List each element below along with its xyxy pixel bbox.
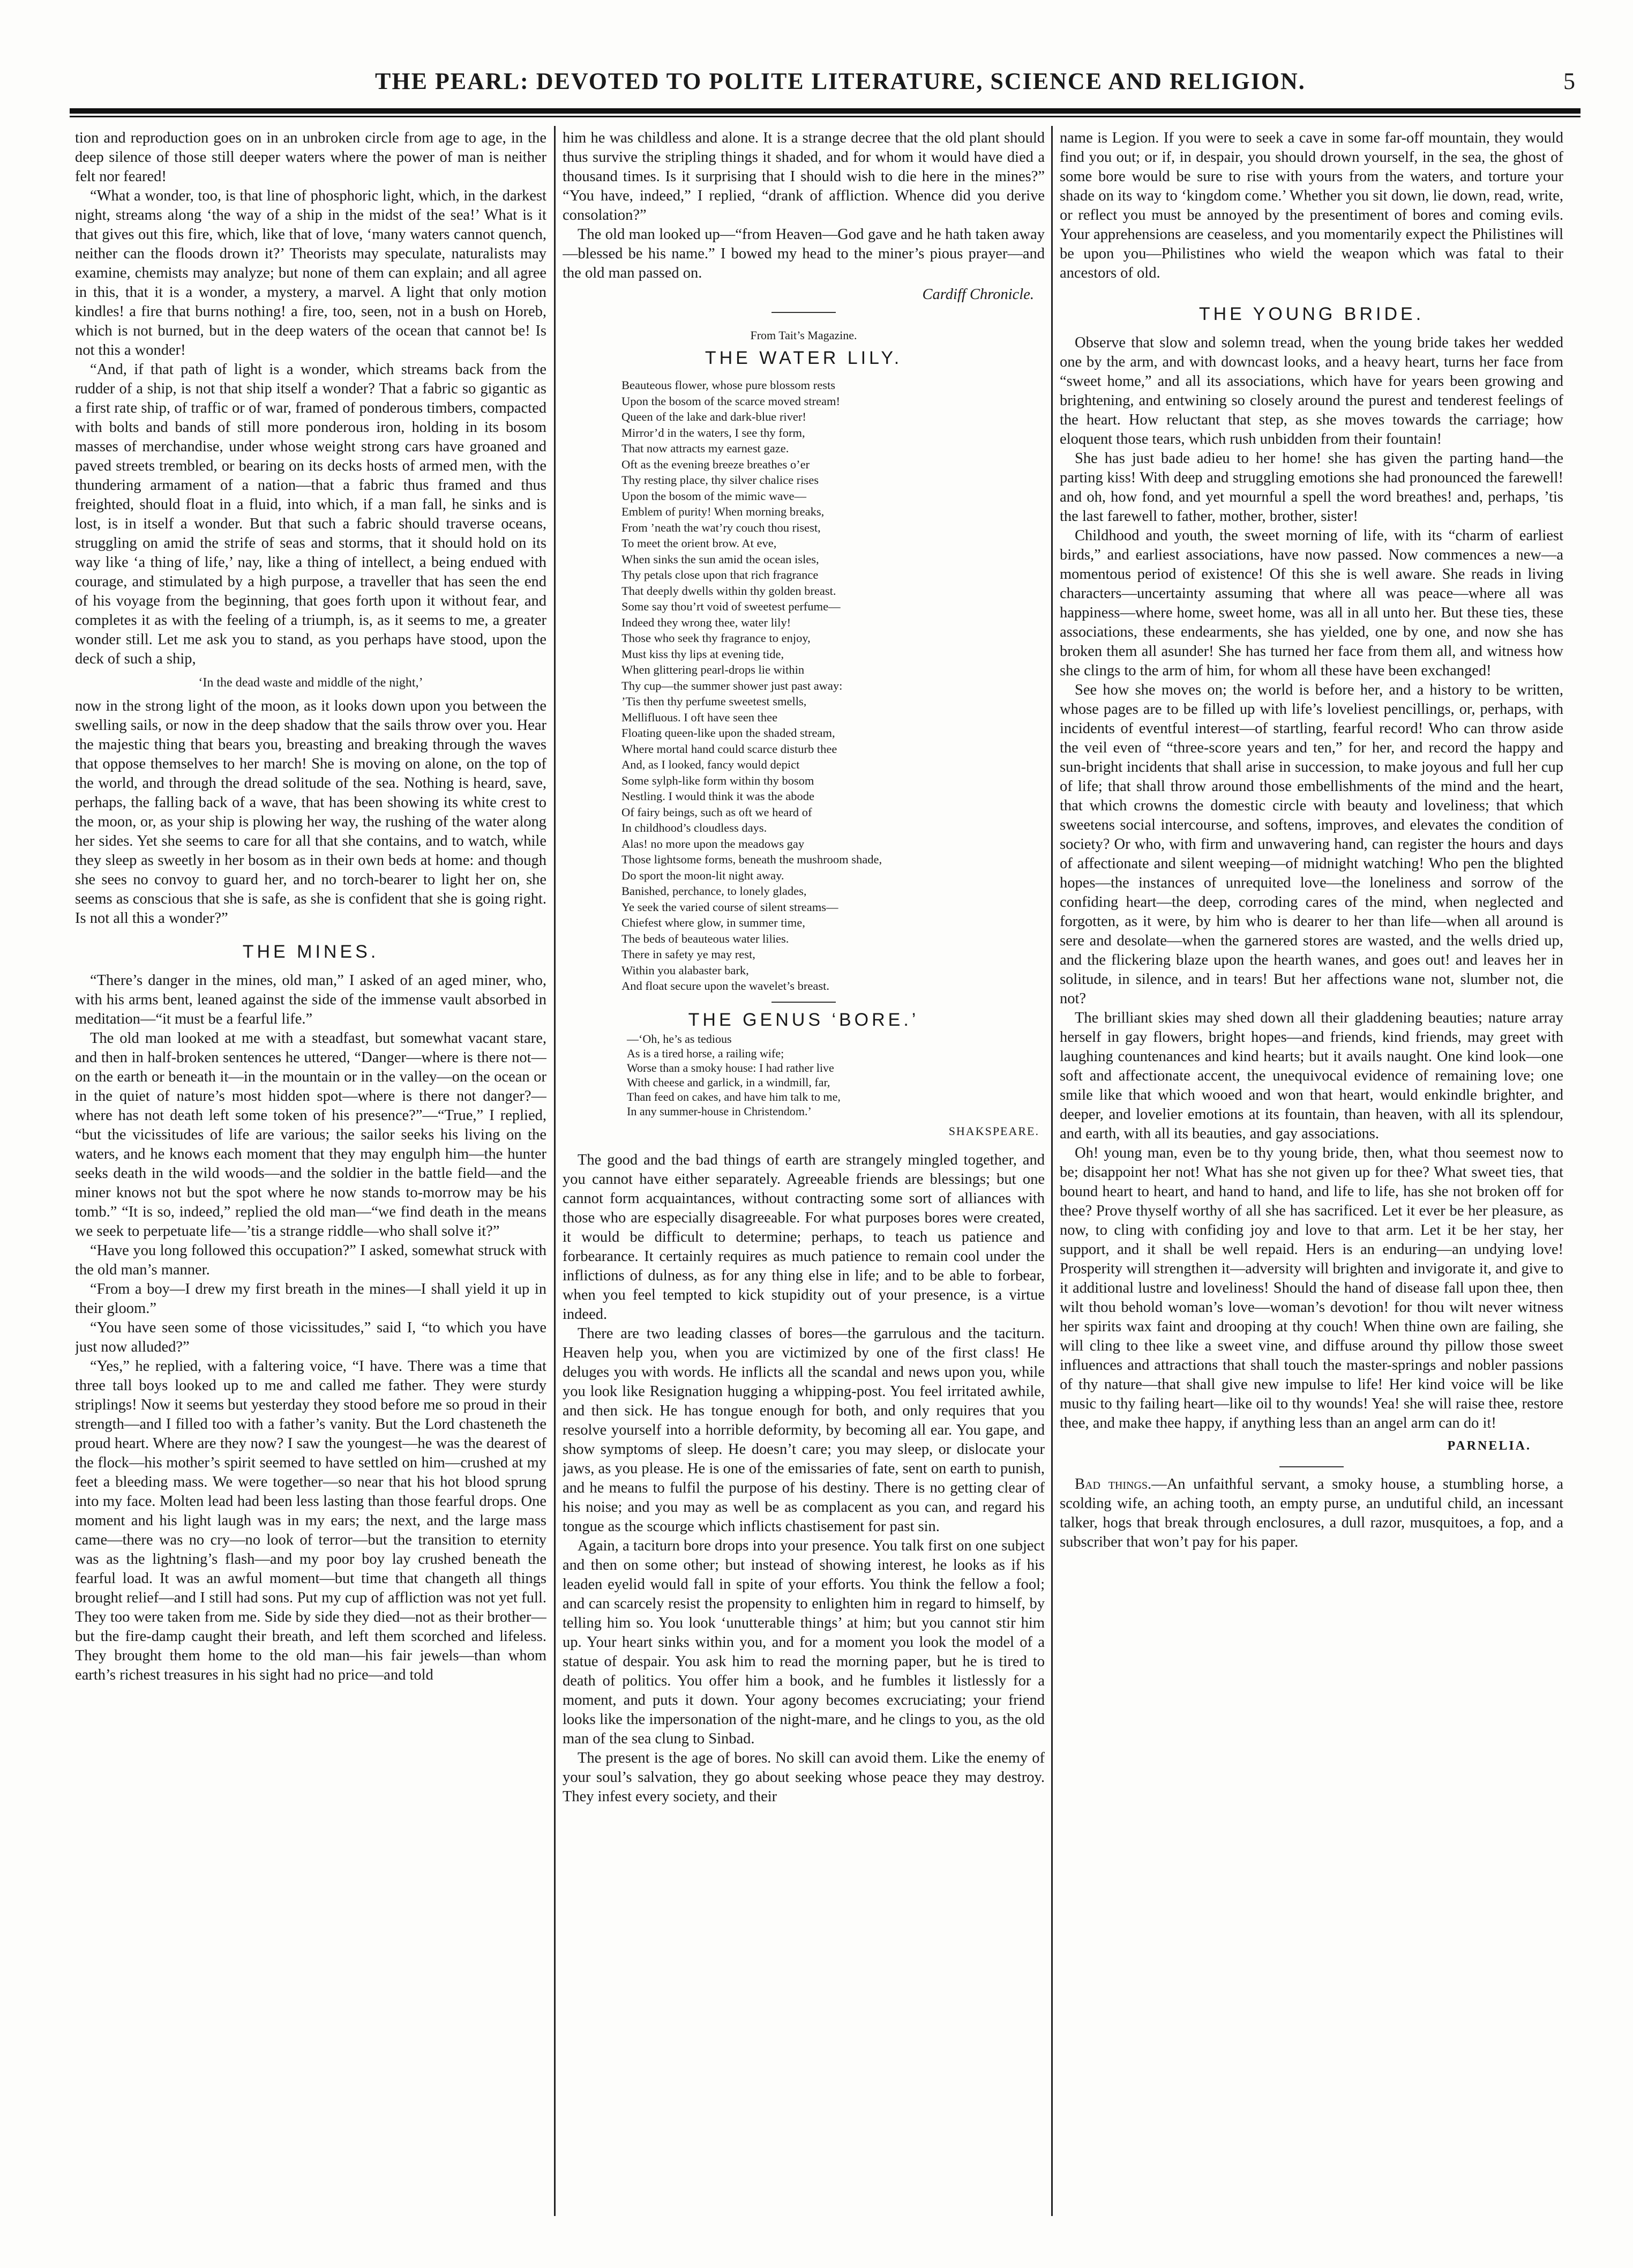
bad-things-text: —An unfaithful servant, a smoky house, a stumbling horse, a scolding wife, an aching tooth, an empty purse, an undutiful child, an incessant talker, hogs that break through enclosures, a dull razor, musquitoes, a fop, and a subscriber that won’t pay for his paper. xyxy=(1060,1476,1563,1550)
poem-line: Must kiss thy lips at evening tide, xyxy=(621,647,784,661)
article-paragraph: The old man looked at me with a steadfast, but somewhat vacant stare, and then in half-broken sentences he uttered, “Danger—where is there not—on the earth or beneath it—in the mountain or in the valley—on the ocean or in the quiet of nature’s most hidden spot—where is there not danger?—where has not death left some token of his presence?”—“True,” I replied, “but the vicissitudes of life are various; the sailor seeks his living on the waters, and he knows each moment that they may engulph him—the hunter seeks death in the wild woods—and the soldier in the battle field—and the miner knows not but the spot where he now stands to-morrow may be his tomb.” “It is so, indeed,” replied the old man—“we find death in the means we seek to perpetuate life—’tis a strange riddle—who shall solve it?” xyxy=(75,1030,546,1240)
article-paragraph: Again, a taciturn bore drops into your presence. You talk first on one subject and then on some other; but instead of showing interest, he looks as if his leaden eyelid would fall in spite of your efforts. You think the fellow a fool; and can scarcely resist the propensity to enlighten him in regard to himself, by telling him so. You look ‘unutterable things’ at him; but you cannot stir him up. Your heart sinks within you, and for a moment you look the model of a statue of despair. You ask him to read the morning paper, but he is tired to death of politics. You offer him a book, and he fumbles it listlessly for a moment, and puts it down. Your agony becomes excruciating; your friend looks like the impersonation of the night-mare, and he clings to you, as the old man of the sea clung to Sinbad. xyxy=(563,1537,1045,1747)
poem-line: The beds of beauteous water lilies. xyxy=(621,931,789,945)
poem-line: ’Tis then thy perfume sweetest smells, xyxy=(621,695,807,708)
column-2 xyxy=(563,129,1045,2229)
poem-source: From Tait’s Magazine. xyxy=(750,329,857,342)
epigraph-line: Than feed on cakes, and have him talk to me, xyxy=(627,1090,841,1103)
poem-line: Alas! no more upon the meadows gay xyxy=(621,837,805,850)
article-paragraph: “And, if that path of light is a wonder, which streams back from the rudder of a ship, is not that ship itself a wonder? That a fabric so gigantic as a first rate ship, of traffic or of war, framed of ponderous timbers, compacted with bolts and bands of still more ponderous iron, holding in its bosom masses of merchandise, under whose weight strong cars have groaned and paved streets trembled, or bearing on its decks hosts of armed men, with the thundering armament of a nation—that a fabric thus framed and thus freighted, should float in a fluid, into which, if a man fall, he sinks and is lost, is in itself a wonder. But that such a fabric should traverse oceans, struggling on amid the strife of seas and storms, that it should hold on its way like ‘a thing of life,’ nay, like a thing of intellect, a being endued with courage, and stimulated by a high purpose, a traveller that has seen the end of his voyage from the beginning, that goes forth upon it without fear, and completes it as with the feeling of a triumph, is, as it seems to me, a greater wonder still. Let me ask you to stand, as you perhaps have stood, upon the deck of such a ship, xyxy=(75,361,546,667)
masthead-title: THE PEARL: DEVOTED TO POLITE LITERATURE, SCIENCE AND RELIGION. xyxy=(375,68,1306,94)
poem-line: Mellifluous. I oft have seen thee xyxy=(621,710,778,724)
poem-line: In childhood’s cloudless days. xyxy=(621,821,767,834)
poem-line: Oft as the evening breeze breathes o’er xyxy=(621,457,810,471)
article-paragraph: “There’s danger in the mines, old man,” I asked of an aged miner, who, with his arms bent, leaned against the side of the immense vault absorbed in meditation—“it must be a fearful life.” xyxy=(75,972,546,1027)
article-paragraph: She has just bade adieu to her home! she has given the parting hand—the parting kiss! With deep and struggling emotions she had pronounced the farewell! and oh, how fond, and yet mournful a spell the word breathes! and, perhaps, ’tis the last farewell to father, mother, brother, sister! xyxy=(1060,450,1563,525)
article-paragraph: The good and the bad things of earth are strangely mingled together, and you cannot have either separately. Agreeable friends are blessings; but one cannot form acquaintances, without contracting some sort of alliances with those who are especially disagreeable. For what purposes bores were created, it would be difficult to determine; perhaps, to teach us patience and forbearance. It certainly requires as much patience to remain cool under the inflictions of dulness, as for any thing else in life; and to be able to forbear, when you feel tempted to kick stupidity out of your presence, is a virtue indeed. xyxy=(563,1151,1045,1323)
article-paragraph: The old man looked up—“from Heaven—God gave and he hath taken away—blessed be his name.” I bowed my head to the miner’s pious prayer—and the old man passed on. xyxy=(563,226,1045,281)
poem-water-lily xyxy=(563,377,1045,994)
article-paragraph: “From a boy—I drew my first breath in the mines—I shall yield it up in their gloom.” xyxy=(75,1281,546,1317)
poem-line: Nestling. I would think it was the abode xyxy=(621,789,814,803)
column-divider xyxy=(1051,126,1053,2216)
poem-line: When glittering pearl-drops lie within xyxy=(621,663,805,676)
inline-quote: ‘In the dead waste and middle of the night,’ xyxy=(198,676,423,690)
article-paragraph: name is Legion. If you were to seek a cave in some far-off mountain, they would find you out; or if, in despair, you should drown yourself, in the sea, the ghost of some bore would be sure to rise with yours from the waters, and torture your shade on its way to ‘kingdom come.’ Whether you sit down, lie down, read, write, or reflect you must be annoyed by the presentiment of bores and coming evils. Your apprehensions are ceaseless, and you momentarily expect the Philistines will be upon you—Philistines who wield the weapon which was fatal to their ancestors of old. xyxy=(1060,130,1563,281)
poem-line: Queen of the lake and dark-blue river! xyxy=(621,410,806,423)
page-header xyxy=(75,63,1575,106)
poem-line: Indeed they wrong thee, water lily! xyxy=(621,615,791,629)
poem-line: From ’neath the wat’ry couch thou risest, xyxy=(621,520,821,534)
article-paragraph: now in the strong light of the moon, as it looks down upon you between the swelling sails, or now in the deep shadow that the sails throw over you. Hear the majestic thing that bears you, breasting and breaking through the waves that oppose themselves to her march! She is moving on alone, on the top of the world, and through the dread solitude of the sea. Nothing is heard, save, perhaps, the falling back of a wave, that has been showing its white crest to the moon, or, as your ship is plowing her way, the rushing of the water along her sides. Yet she seems to care for all that she contains, and to watch, while they sleep as sweetly in her bosom as in their own beds at home: and though she sees no convoy to guard her, and no torch-bearer to light her on, she seems as conscious that she is safe, as she is confident that she is going right. Is not all this a wonder?” xyxy=(75,698,546,927)
poem-line: Thy resting place, thy silver chalice rises xyxy=(621,473,819,487)
article-paragraph: The brilliant skies may shed down all their gladdening beauties; nature array herself in gay flowers, bright hopes—and friends, kind friends, may greet with laughing countenances and kind hearts; but it avails naught. One kind look—one soft and affectionate accent, the unequivocal evidence of remaining love; one smile like that which wooed and won that heart, would enkindle brighter, and deeper, and lovelier emotions at its fountain, than heaven, with all its splendour, and earth, with all its beauties, and gay associations. xyxy=(1060,1010,1563,1142)
column-3 xyxy=(1060,129,1563,2229)
article-paragraph: “Have you long followed this occupation?” I asked, somewhat struck with the old man’s manner. xyxy=(75,1242,546,1278)
column-1 xyxy=(75,129,546,2229)
poem-line: Of fairy beings, such as oft we heard of xyxy=(621,805,812,819)
article-paragraph: Childhood and youth, the sweet morning of life, with its “charm of earliest birds,” and earliest associations, have now passed. Now commences a new—a momentous period of existence! Of this she is well aware. She reads in living characters—uncertainty assuming that where all was peace—where all was happiness—where home, sweet home, was all in all unto her. But these ties, these associations, these endearments, she has yielded, one by one, and now she has broken them all asunder! She has turned her face from them all, and witness how she clings to the arm of him, for whom all these have been exchanged! xyxy=(1060,527,1563,679)
epigraph-line: Worse than a smoky house: I had rather live xyxy=(627,1061,834,1075)
epigraph xyxy=(563,1032,1045,1118)
section-title-genus-bore: THE GENUS ‘BORE.’ xyxy=(688,1009,919,1030)
poem-line: Some sylph-like form within thy bosom xyxy=(621,773,814,787)
poem-line: That deeply dwells within thy golden breast. xyxy=(621,584,836,598)
column-divider xyxy=(554,126,556,2216)
poem-line: Upon the bosom of the mimic wave— xyxy=(621,489,806,503)
lead-in: Bad things. xyxy=(1075,1476,1152,1493)
separator-rule xyxy=(771,1002,836,1003)
epigraph-line: With cheese and garlick, in a windmill, far, xyxy=(627,1075,830,1089)
article-paragraph xyxy=(1060,1475,1563,1552)
article-paragraph: See how she moves on; the world is before her, and a history to be written, whose pages are to be filled up with life’s loveliest pencillings, or, perhaps, with incidents of eventful interest—of startling, fearful record! Who can throw aside the veil even of “three-score years and ten,” for her, and record the happy and sun-bright incidents that shall arise in succession, to make joyous and full her cup of life; that shall throw around those embellishments of the mind and the heart, that which crowns the domestic circle with beauty and loveliness; that which sweetens social intercourse, and softens, improves, and elevates the condition of society? Or who, with firm and unwavering hand, can register the hours and days of affectionate and silent weeping—of midnight watching! Who pen the blighted hopes—the instances of unrequited love—the loneliness and sorrow of the confiding heart—the deep, corroding cares of the mind, when neglected and forgotten, as it were, by him who is dearer to her than life—when all around is sere and desolate—when the garnered stores are wasted, and the wells dried up, and the flickering blaze upon the hearth wanes, and goes out! and leaves her in solitude, in silence, and in tears! But her affections wane not, slumber not, die not? xyxy=(1060,682,1563,1007)
poem-line: To meet the orient brow. At eve, xyxy=(621,536,777,550)
section-title-mines: THE MINES. xyxy=(242,942,379,962)
poem-line: Banished, perchance, to lonely glades, xyxy=(621,884,807,898)
poem-line: Those who seek thy fragrance to enjoy, xyxy=(621,631,811,645)
poem-line: And, as I looked, fancy would depict xyxy=(621,758,800,771)
poem-line: Where mortal hand could scarce disturb thee xyxy=(621,742,837,756)
poem-line: Thy petals close upon that rich fragrance xyxy=(621,568,819,581)
header-rule-thin xyxy=(70,116,1580,117)
poem-line: Mirror’d in the waters, I see thy form, xyxy=(621,426,805,439)
poem-line: When sinks the sun amid the ocean isles, xyxy=(621,552,819,566)
poem-line: And float secure upon the wavelet’s breast. xyxy=(621,979,829,993)
article-paragraph: The present is the age of bores. No skill can avoid them. Like the enemy of your soul’s salvation, they go about seeking whose peace they may destroy. They infest every society, and their xyxy=(563,1749,1045,1805)
article-paragraph: Oh! young man, even be to thy young bride, then, what thou seemest now to be; disappoint her not! What has she not given up for thee? What sweet ties, that bound heart to heart, and hand to hand, and life to life, has she not broken off for thee? Prove thyself worthy of all she has sacrificed. Let it ever be her pleasure, as now, to cling with confiding joy and love to that arm. Let it be her stay, her support, and it shall be well repaid. Hers is an enduring—an undying love! Prosperity will strengthen it—adversity will brighten and invigorate it, and give to it additional lustre and loveliness! Should the hand of disease fall upon thee, then wilt thou behold woman’s love—woman’s devotion! for thou wilt never witness her spirits wax faint and drooping at thy couch! When thine own are failing, she will cling to thee like a sweet vine, and diffuse around thy pillow those sweet influences and attractions that shall touch the master-springs and nobler passions of thy nature—that shall give new impulse to life! Her kind voice will be like music to thy failing heart—like oil to thy wounds! Yea! she will raise thee, restore thee, and make thee happy, if anything less than an angel arm can do it! xyxy=(1060,1145,1563,1431)
article-paragraph: tion and reproduction goes on in an unbroken circle from age to age, in the deep silence of those still deeper waters where the power of man is neither felt nor feared! xyxy=(75,130,546,185)
poem-line: Ye seek the varied course of silent streams— xyxy=(621,900,838,914)
poem-line: Chiefest where glow, in summer time, xyxy=(621,916,805,929)
section-title-young-bride: THE YOUNG BRIDE. xyxy=(1198,304,1425,324)
poem-line: There in safety ye may rest, xyxy=(621,948,755,961)
poem-line: Emblem of purity! When morning breaks, xyxy=(621,505,825,518)
article-paragraph: Observe that slow and solemn tread, when the young bride takes her wedded one by the arm, and with downcast looks, and a heavy heart, turns her face from “sweet home,” and all its associations, which have for years been growing and brightening, and entwining so closely around the purest and tenderest feelings of the heart. How reluctant that step, as she moves towards the carriage; how eloquent those tears, which rush unbidden from their fountain! xyxy=(1060,334,1563,447)
epigraph-line: In any summer-house in Christendom.’ xyxy=(627,1104,812,1118)
poem-line: Do sport the moon-lit night away. xyxy=(621,868,784,882)
author-signature: PARNELIA. xyxy=(1447,1439,1531,1453)
separator-rule xyxy=(1279,1466,1344,1467)
poem-line: That now attracts my earnest gaze. xyxy=(621,442,789,455)
poem-line: Floating queen-like upon the shaded stream, xyxy=(621,726,835,740)
header-rule-thick xyxy=(70,108,1580,114)
article-paragraph: “You have seen some of those vicissitudes,” said I, “to which you have just now alluded?” xyxy=(75,1319,546,1355)
poem-line: Within you alabaster bark, xyxy=(621,963,749,977)
poem-line: Some say thou’rt void of sweetest perfume— xyxy=(621,600,841,613)
separator-rule xyxy=(771,312,836,313)
poem-line: Upon the bosom of the scarce moved stream! xyxy=(621,394,840,408)
poem-line: Those lightsome forms, beneath the mushroom shade, xyxy=(621,853,882,866)
article-paragraph: “What a wonder, too, is that line of phosphoric light, which, in the darkest night, streams along ‘the way of a ship in the midst of the sea!’ What is it that gives out this fire, which, like that of love, ‘many waters cannot quench, neither can the floods drown it?’ Theorists may speculate, naturalists may examine, chemists may analyze; but none of them can explain; and all agree in this, that it is a wonder, a mystery, a marvel. A light that only motion kindles! a fire that burns nothing! a fire, too, seen, not in a bush on Horeb, which is not burned, but in the deep waters of the ocean that cannot be! Is not this a wonder! xyxy=(75,188,546,359)
article-paragraph: There are two leading classes of bores—the garrulous and the taciturn. Heaven help you, when you are victimized by one of the first class! He deluges you with words. He inflicts all the scandal and news upon you, while you look like Resignation hugging a whipping-post. You feel irritated awhile, and then sick. He has tongue enough for both, and only requires that you resolve yourself into a horrible deformity, by becoming all ear. You gape, and show symptoms of sleep. He doesn’t care; you may sleep, or dislocate your jaws, as you please. He is one of the emissaries of fate, sent on earth to punish, and he means to fulfil the purpose of his destiny. There is no getting clear of his noise; and you may as well be as complacent as you can, and regard his tongue as the scourge which inflicts chastisement for past sin. xyxy=(563,1325,1045,1535)
epigraph-line: As is a tired horse, a railing wife; xyxy=(627,1046,784,1060)
article-paragraph: him he was childless and alone. It is a strange decree that the old plant should thus survive the stripling things it shaded, and for whom it would have died a thousand times. Is it surprising that I should wish to die here in the mines?” “You have, indeed,” I replied, “drank of affliction. Whence did you derive consolation?” xyxy=(563,130,1045,223)
epigraph-attribution: SHAKSPEARE. xyxy=(948,1124,1039,1138)
section-title-water-lily: THE WATER LILY. xyxy=(705,348,903,368)
article-paragraph: “Yes,” he replied, with a faltering voice, “I have. There was a time that three tall boys looked up to me and called me father. They were sturdy striplings! Now it seems but yesterday they stood before me so proud in their strength—and I filled too with a father’s vanity. But the Lord chasteneth the proud heart. Where are they now? I saw the youngest—he was the dearest of the flock—his mother’s spirit seemed to have settled on him—crushed at my feet a bleeding mass. We were together—so near that his hot blood sprung into my face. Molten lead had been less lasting than those fearful drops. One moment and his light laugh was in my ears; the next, and the large mass came—there was no cry—no look of terror—but the transition to eternity was as the lightning’s flash—and my poor boy lay crushed beneath the fearful load. It was an awful moment—but time that changeth all things brought relief—and I still had sons. Put my cup of affliction was not yet full. They too were taken from me. Side by side they died—not as their brother—but the fire-damp caught their breath, and left them scorched and lifeless. They brought them home to the old man—his fair jewels—than whom earth’s richest treasures in his sight had no price—and told xyxy=(75,1358,546,1683)
source-credit: Cardiff Chronicle. xyxy=(922,286,1034,303)
poem-line: Beauteous flower, whose pure blossom rests xyxy=(621,378,836,392)
poem-line: Thy cup—the summer shower just past away: xyxy=(621,678,843,692)
page-number: 5 xyxy=(1563,68,1575,94)
epigraph-line: —‘Oh, he’s as tedious xyxy=(627,1032,732,1046)
